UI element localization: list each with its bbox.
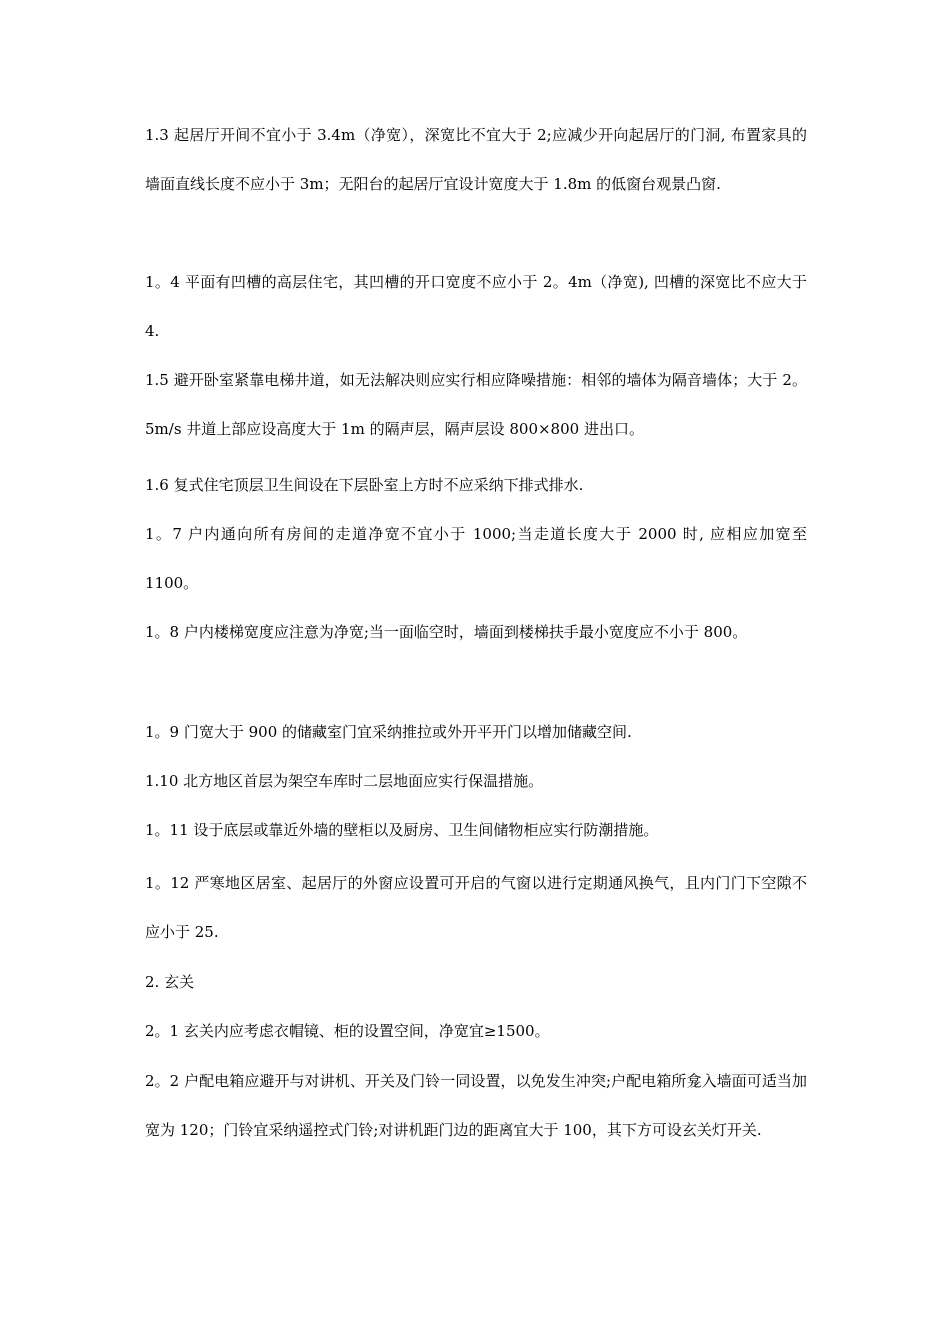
paragraph-1-5: 1.5 避开卧室紧靠电梯井道，如无法解决则应实行相应降噪措施：相邻的墙体为隔音墙体；大于 2。5m/s 井道上部应设高度大于 1m 的隔声层，隔声层设 800×800 进出口。 bbox=[145, 371, 807, 438]
paragraph-1-12: 1。12 严寒地区居室、起居厅的外窗应设置可开启的气窗以进行定期通风换气，且内门门下空隙不应小于 25. bbox=[145, 874, 807, 941]
paragraph-1-4: 1。4 平面有凹槽的高层住宅，其凹槽的开口宽度不应小于 2。4m（净宽), 凹槽的深宽比不应大于 4. bbox=[145, 273, 807, 340]
paragraph-2-2: 2。2 户配电箱应避开与对讲机、开关及门铃一同设置，以免发生冲突;户配电箱所龛入墙面可适当加宽为 120；门铃宜采纳遥控式门铃;对讲机距门边的距离宜大于 100，其下方可设玄关灯开关. bbox=[145, 1072, 807, 1139]
paragraph-1-3: 1.3 起居厅开间不宜小于 3.4m（净宽），深宽比不宜大于 2;应减少开向起居厅的门洞, 布置家具的墙面直线长度不应小于 3m；无阳台的起居厅宜设计宽度大于 1.8m 的低窗台观景凸窗. bbox=[145, 126, 807, 193]
paragraph-1-11: 1。11 设于底层或靠近外墙的壁柜以及厨房、卫生间储物柜应实行防潮措施。 bbox=[145, 821, 659, 839]
paragraph-1-8: 1。8 户内楼梯宽度应注意为净宽;当一面临空时，墙面到楼梯扶手最小宽度应不小于 800。 bbox=[145, 623, 748, 641]
section-heading-2: 2. 玄关 bbox=[145, 973, 195, 991]
paragraph-1-7: 1。7 户内通向所有房间的走道净宽不宜小于 1000;当走道长度大于 2000 时, 应相应加宽至 1100。 bbox=[145, 525, 807, 592]
paragraph-1-10: 1.10 北方地区首层为架空车库时二层地面应实行保温措施。 bbox=[145, 772, 544, 790]
paragraph-2-1: 2。1 玄关内应考虑衣帽镜、柜的设置空间，净宽宜≥1500。 bbox=[145, 1022, 550, 1040]
paragraph-1-6: 1.6 复式住宅顶层卫生间设在下层卧室上方时不应采纳下排式排水. bbox=[145, 476, 584, 494]
paragraph-1-9: 1。9 门宽大于 900 的储藏室门宜采纳推拉或外开平开门以增加储藏空间. bbox=[145, 723, 632, 741]
